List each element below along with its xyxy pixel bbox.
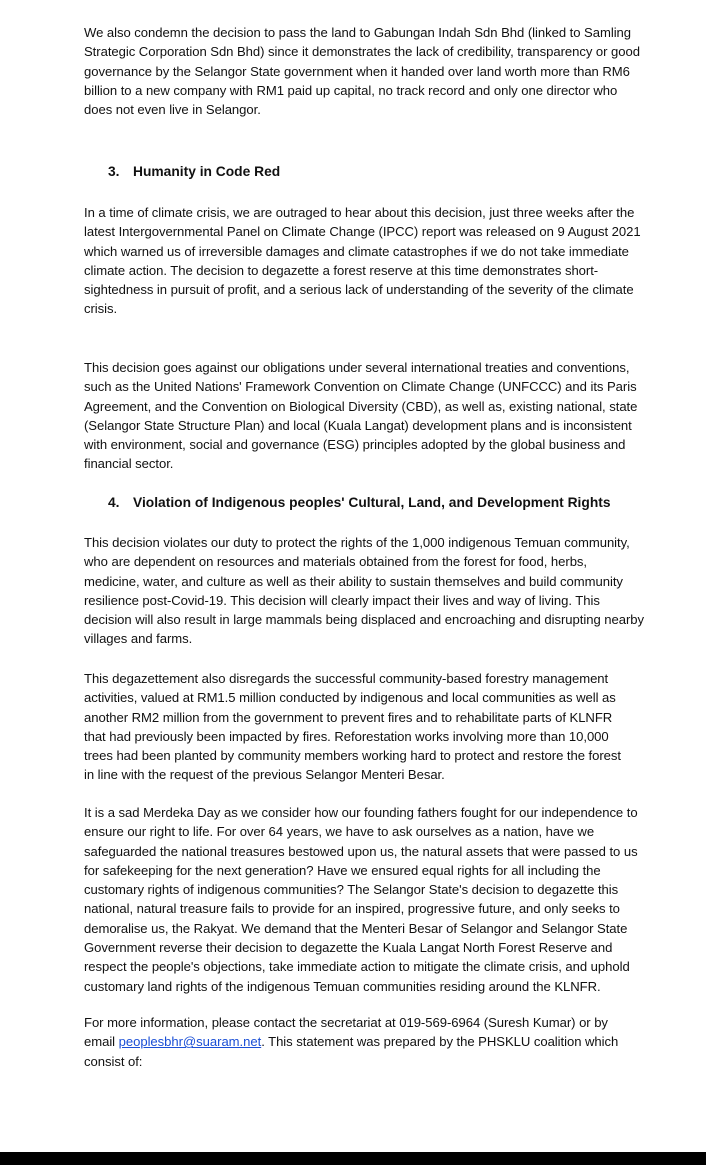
section-4-number: 4. — [108, 495, 120, 510]
paragraph-indigenous-rights: This decision violates our duty to protect the rights of the 1,000 indigenous Temuan community, who are dependent on resources and materials obtained from the forest for food, herbs, medicine, water, and culture as well as their ability to sustain themselves and build community resilience post-Covid-19. This decision will clearly impact their lives and way of living. This decision will also result in large mammals being displaced and encroaching and disrupting nearby villages and farms. — [84, 535, 645, 647]
section-3-heading — [84, 162, 280, 181]
paragraph-merdeka: It is a sad Merdeka Day as we consider how our founding fathers fought for our independence to ensure our right to life. For over 64 years, we have to ask ourselves as a nation, have we safeguarded the national treasures bestowed upon us, the natural assets that were passed to us for safekeeping for the next generation? Have we ensured equal rights for all including the customary rights of indigenous communities? The Selangor State's decision to degazette this national, natural treasure fails to provide for an inspired, progressive future, and only seeks to demoralise us, the Rakyat. We demand that the Menteri Besar of Selangor and Selangor State Government reverse their decision to degazette the Kuala Langat North Forest Reserve and respect the people's objections, take immediate action to mitigate the climate crisis, and uphold customary land rights of the indigenous Temuan communities residing around the KLNFR. — [84, 805, 638, 994]
email-link[interactable]: peoplesbhr@suaram.net — [118, 1034, 262, 1050]
contact-text-after: . This statement was prepared by the PHSKLU coalition which consist of: — [84, 1034, 619, 1069]
paragraph-contact — [84, 1013, 618, 1071]
section-3-number: 3. — [108, 164, 120, 179]
paragraph-obligations: This decision goes against our obligations under several international treaties and conventions, such as the United Nations' Framework Convention on Climate Change (UNFCCC) and its Paris Agreement, and the Convention on Biological Diversity (CBD), as well as, existing national, state (Selangor State Structure Plan) and local (Kuala Langat) development plans and is inconsistent with environment, social and governance (ESG) principles adopted by the global business and financial sector. — [84, 360, 638, 472]
paragraph-land-transfer: We also condemn the decision to pass the land to Gabungan Indah Sdn Bhd (linked to Samling Strategic Corporation Sdn Bhd) since it demonstrates the lack of credibility, transparency or good governance by the Selangor State government when it handed over land worth more than RM6 billion to a new company with RM1 paid up capital, no track record and only one director who does not even live in Selangor. — [84, 25, 640, 118]
paragraph-climate-crisis: In a time of climate crisis, we are outraged to hear about this decision, just three weeks after the latest Intergovernmental Panel on Climate Change (IPCC) report was released on 9 August 2021 which warned us of irreversible damages and climate catastrophes if we do not take immediate climate action. The decision to degazette a forest reserve at this time demonstrates short- sightedness in pursuit of profit, and a serious lack of understanding of the severity of the climate crisis. — [84, 205, 641, 317]
section-4-heading — [84, 493, 611, 512]
section-4-title: Violation of Indigenous peoples' Cultural, Land, and Development Rights — [133, 495, 611, 510]
section-3-title: Humanity in Code Red — [133, 164, 281, 179]
bottom-bar — [0, 1152, 706, 1165]
paragraph-degazettement: This degazettement also disregards the successful community-based forestry management activities, valued at RM1.5 million conducted by indigenous and local communities as well as another RM2 million from the government to prevent fires and to rehabilitate parts of KLNFR that had previously been impacted by fires. Reforestation works involving more than 10,000 trees had been planted by community members working hard to protect and restore the forest in line with the request of the previous Selangor Menteri Besar. — [84, 671, 621, 783]
contact-text-before: For more information, please contact the secretariat at 019-569-6964 (Suresh Kumar) or by email — [84, 1015, 608, 1050]
